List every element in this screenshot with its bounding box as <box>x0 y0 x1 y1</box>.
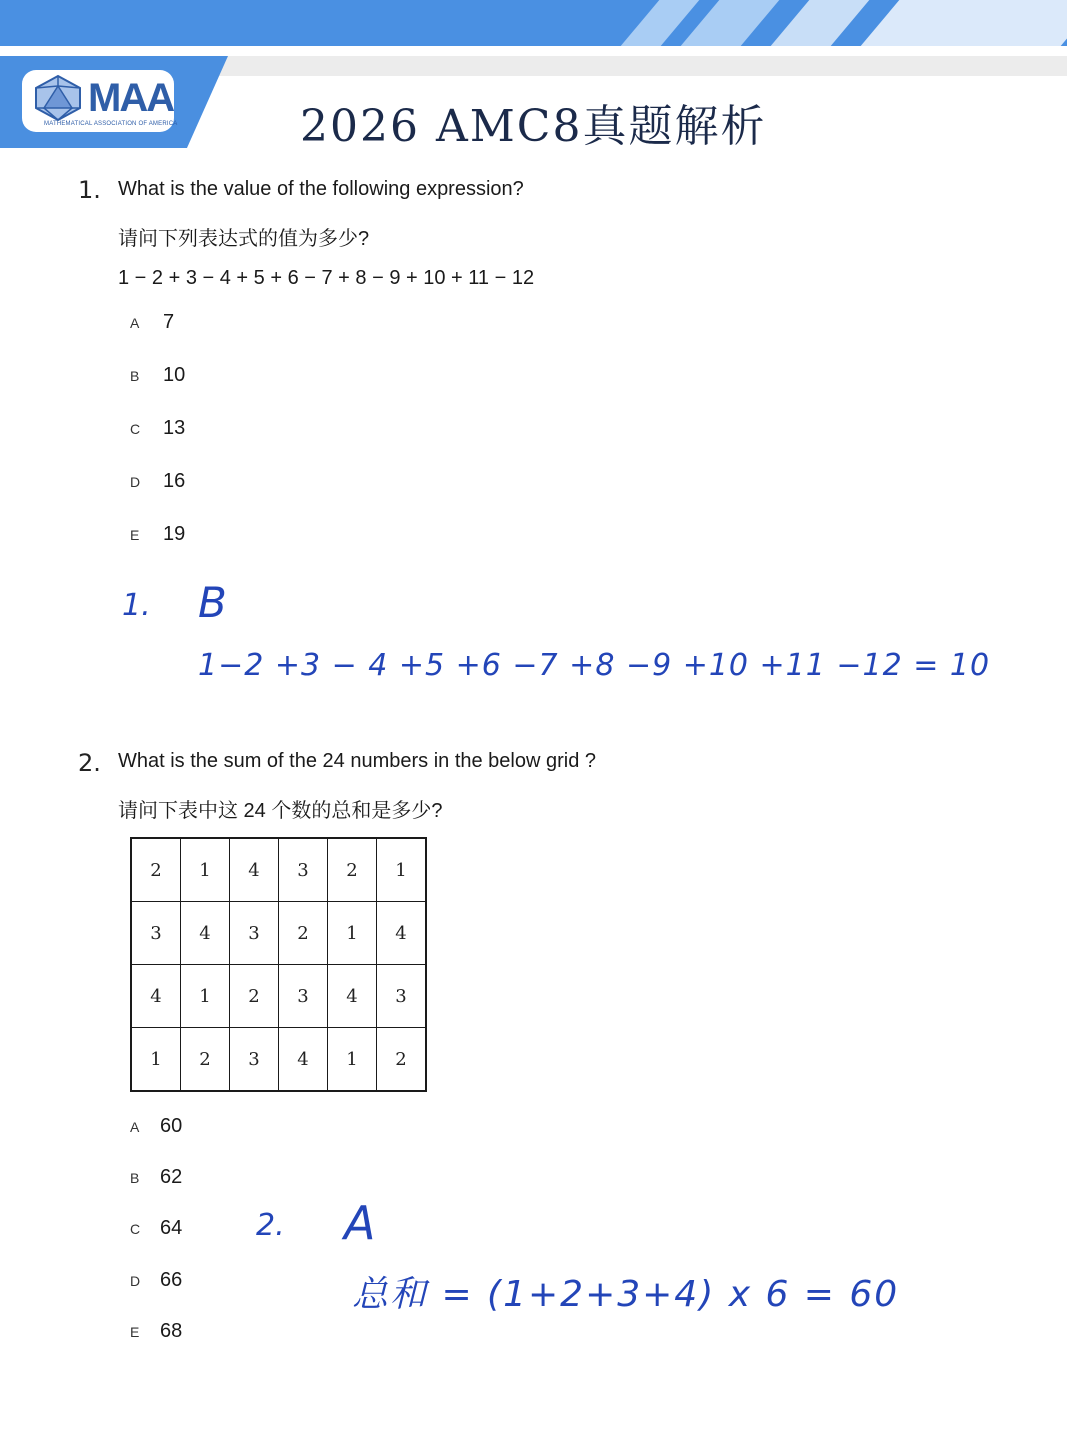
q1-option-value: 7 <box>163 311 175 333</box>
logo-subtitle: MATHEMATICAL ASSOCIATION OF AMERICA <box>44 121 178 127</box>
question-2-text-zh: 请问下表中这 24 个数的总和是多少? <box>118 800 443 822</box>
q1-option-value: 19 <box>163 523 186 545</box>
q1-option-letter: A <box>130 315 140 331</box>
q1-option-value: 13 <box>163 417 186 439</box>
q2-option-letter: E <box>130 1324 140 1340</box>
q2-option-value: 62 <box>160 1166 183 1188</box>
q2-option-letter: D <box>130 1273 141 1289</box>
q1-handwritten-number: 1. <box>122 588 151 623</box>
q2-option-value: 68 <box>160 1320 183 1342</box>
grid-cell: 1 <box>328 902 377 965</box>
grid-cell: 1 <box>181 838 230 902</box>
grid-cell: 4 <box>131 965 181 1028</box>
q1-handwritten-work: 1−2 +3 − 4 +5 +6 −7 +8 −9 +10 +11 −12 = 10 <box>198 648 991 683</box>
q1-option-letter: E <box>130 527 140 543</box>
q1-handwritten-answer: B <box>198 578 227 627</box>
grid-cell: 2 <box>328 838 377 902</box>
grid-cell: 3 <box>377 965 427 1028</box>
number-grid <box>130 837 427 1092</box>
grid-row <box>131 965 426 1028</box>
q1-option-value: 16 <box>163 470 186 492</box>
question-1-text-en: What is the value of the following expression? <box>118 178 524 200</box>
question-1-text-zh: 请问下列表达式的值为多少? <box>118 228 370 250</box>
grid-cell: 4 <box>230 838 279 902</box>
logo-text: MAA <box>88 76 174 120</box>
q2-handwritten-work: 总和 = (1+2+3+4) x 6 = 60 <box>352 1274 900 1315</box>
grid-cell: 4 <box>181 902 230 965</box>
q2-option-letter: B <box>130 1170 140 1186</box>
q2-option-value: 60 <box>160 1115 183 1137</box>
q2-option-value: 64 <box>160 1217 183 1239</box>
question-2-number: 2. <box>78 749 101 777</box>
grid-cell: 2 <box>377 1028 427 1092</box>
q1-option-letter: C <box>130 421 141 437</box>
q1-option-value: 10 <box>163 364 186 386</box>
grid-row <box>131 902 426 965</box>
grid-row <box>131 1028 426 1092</box>
grid-cell: 2 <box>279 902 328 965</box>
question-1-expression: 1 − 2 + 3 − 4 + 5 + 6 − 7 + 8 − 9 + 10 + 11 − 12 <box>118 267 535 289</box>
q2-option-value: 66 <box>160 1269 183 1291</box>
grid-cell: 1 <box>181 965 230 1028</box>
grid-cell: 4 <box>279 1028 328 1092</box>
grid-cell: 4 <box>328 965 377 1028</box>
grid-cell: 2 <box>131 838 181 902</box>
grid-cell: 2 <box>181 1028 230 1092</box>
grid-row <box>131 838 426 902</box>
q2-option-letter: C <box>130 1221 141 1237</box>
grid-cell: 3 <box>279 965 328 1028</box>
grid-cell: 3 <box>230 902 279 965</box>
q1-option-letter: D <box>130 474 141 490</box>
icosahedron-logo-icon <box>32 74 84 122</box>
grid-cell: 3 <box>279 838 328 902</box>
header-band <box>0 0 1067 46</box>
grid-cell: 1 <box>131 1028 181 1092</box>
q2-handwritten-number: 2. <box>256 1208 285 1243</box>
q2-handwritten-answer: A <box>344 1196 376 1250</box>
question-2-text-en: What is the sum of the 24 numbers in the below grid ? <box>118 750 597 772</box>
grid-cell: 3 <box>131 902 181 965</box>
grid-cell: 3 <box>230 1028 279 1092</box>
q1-option-letter: B <box>130 368 140 384</box>
question-1-number: 1. <box>78 176 101 204</box>
grid-cell: 2 <box>230 965 279 1028</box>
page-title: 2026 AMC8真题解析 <box>300 101 767 152</box>
grid-cell: 1 <box>377 838 427 902</box>
q2-option-letter: A <box>130 1119 140 1135</box>
grid-cell: 1 <box>328 1028 377 1092</box>
grid-cell: 4 <box>377 902 427 965</box>
